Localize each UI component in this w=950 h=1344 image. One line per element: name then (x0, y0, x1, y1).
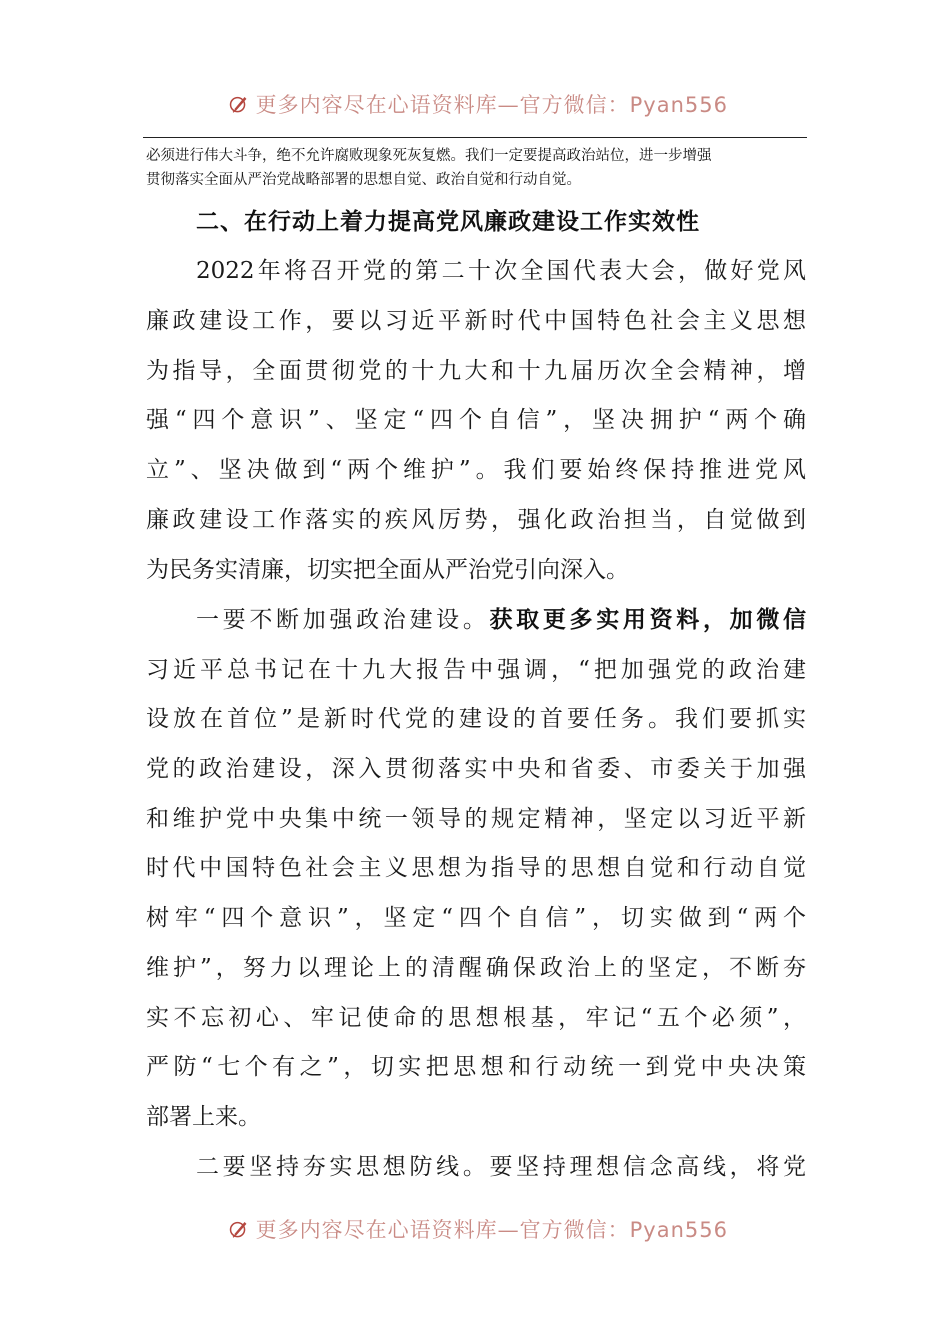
watermark-text: 更多内容尽在心语资料库—官方微信：Pyan556 (255, 1218, 728, 1242)
paragraph-2-lead: 一要不断加强政治建设。 (196, 607, 490, 633)
header-rule (143, 137, 807, 138)
pen-logo-icon (228, 1212, 250, 1246)
paragraph-1-line: 2022年将召开党的第二十次全国代表大会，做好党风 (196, 258, 806, 284)
paragraph-1-line: 廉政建设工作落实的疾风厉势，强化政治担当，自觉做到 (146, 507, 806, 533)
paragraph-2-line: 树牢“四个意识”，坚定“四个自信”，切实做到“两个 (146, 905, 806, 931)
paragraph-2-first-line (196, 595, 806, 645)
paragraph-2-line: 党的政治建设，深入贯彻落实中央和省委、市委关于加强 (146, 756, 806, 782)
promo-text: 获取更多实用资料，加微信 (489, 607, 807, 633)
watermark-banner-bottom (228, 1209, 728, 1249)
paragraph-2-line: 习近平总书记在十九大报告中强调，“把加强党的政治建 (146, 657, 806, 683)
section-heading: 二、在行动上着力提高党风廉政建设工作实效性 (196, 209, 700, 235)
paragraph-2-line: 时代中国特色社会主义思想为指导的思想自觉和行动自觉 (146, 855, 806, 881)
paragraph-2-line: 设放在首位”是新时代党的建设的首要任务。我们要抓实 (146, 706, 806, 732)
paragraph-1-line: 强“四个意识”、坚定“四个自信”，坚决拥护“两个确 (146, 407, 806, 433)
paragraph-2-line: 部署上来。 (146, 1104, 261, 1130)
paragraph-2-line: 维护”，努力以理论上的清醒确保政治上的坚定，不断夯 (146, 955, 806, 981)
watermark-text: 更多内容尽在心语资料库—官方微信：Pyan556 (255, 93, 728, 117)
paragraph-3-line: 二要坚持夯实思想防线。要坚持理想信念高线，将党 (196, 1154, 806, 1180)
watermark-banner-top (228, 84, 728, 124)
intro-line: 必须进行伟大斗争，绝不允许腐败现象死灰复燃。我们一定要提高政治站位，进一步增强 (146, 148, 712, 164)
paragraph-1-line: 立”、坚决做到“两个维护”。我们要始终保持推进党风 (146, 457, 806, 483)
pen-logo-icon (228, 87, 250, 121)
paragraph-2-line: 实不忘初心、牢记使命的思想根基，牢记“五个必须”， (146, 1005, 806, 1031)
paragraph-2-line: 严防“七个有之”，切实把思想和行动统一到党中央决策 (146, 1054, 806, 1080)
paragraph-1-line: 为民务实清廉，切实把全面从严治党引向深入。 (146, 557, 629, 583)
paragraph-1-line: 廉政建设工作，要以习近平新时代中国特色社会主义思想 (146, 308, 806, 334)
paragraph-2-line: 和维护党中央集中统一领导的规定精神，坚定以习近平新 (146, 806, 806, 832)
paragraph-1-line: 为指导，全面贯彻党的十九大和十九届历次全会精神，增 (146, 358, 806, 384)
intro-line: 贯彻落实全面从严治党战略部署的思想自觉、政治自觉和行动自觉。 (146, 172, 581, 188)
